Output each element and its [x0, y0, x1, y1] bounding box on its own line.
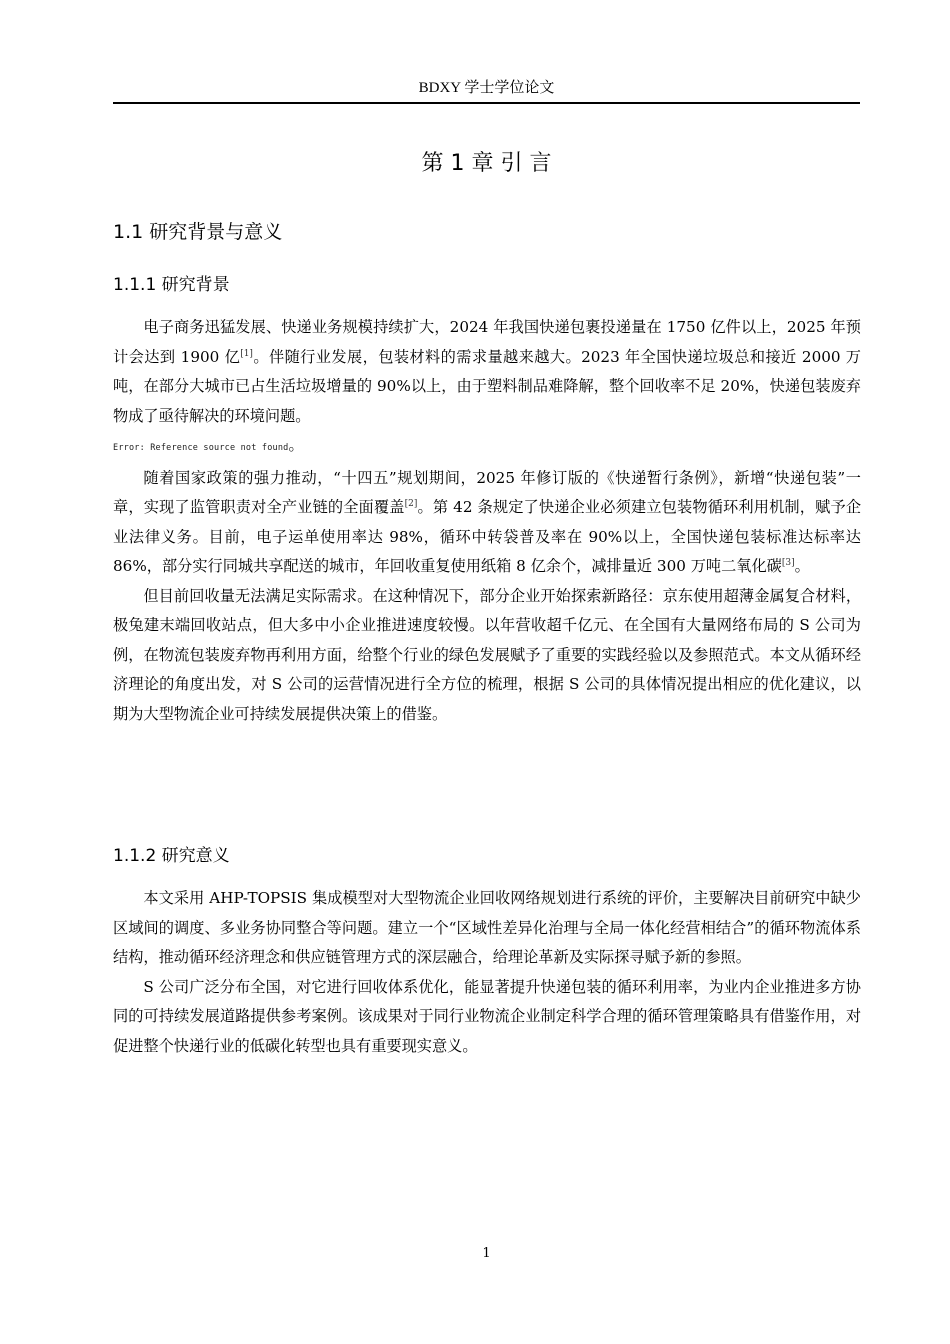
citation-2[interactable]: [2]: [404, 499, 418, 509]
header-text: BDXY 学士学位论文: [418, 80, 555, 96]
background-paragraph-2: 随着国家政策的强力推动，“十四五”规划期间，2025 年修订版的《快递暂行条例》，新增“快递包装”一章，实现了监管职责对全产业链的全面覆盖[2]。第 42 条规定了快递企业必须建立包装物循环利用机制，赋予企业法律义务。目前，电子运单使用率达 98%，循环中转袋普及率在 90%以上，全国快递包装标准达标率达 86%，部分实行同城共享配送的城市，年回收重复使用纸箱 8 亿余个，减排量近 300 万吨二氧化碳[3]。: [113, 468, 862, 575]
significance-paragraph-2: S 公司广泛分布全国，对它进行回收体系优化，能显著提升快递包装的循环利用率，为业内企业推进多方协同的可持续发展道路提供参考案例。该成果对于同行业物流企业制定科学合理的循环管理策略具有借鉴作用，对促进整个快递行业的低碳化转型也具有重要现实意义。: [113, 977, 861, 1055]
research-significance-body: [113, 884, 861, 1061]
citation-1[interactable]: [1]: [240, 348, 253, 359]
significance-paragraph-1: 本文采用 AHP-TOPSIS 集成模型对大型物流企业回收网络规划进行系统的评价，主要解决目前研究中缺少区域间的调度、多业务协同整合等问题。建立一个“区域性差异化治理与全局一体化经营相结合”的循环物流体系结构，推动循环经济理念和供应链管理方式的深层融合，给理论革新及实际探寻赋予新的参照。: [113, 889, 861, 966]
page-header: [113, 78, 860, 104]
reference-error: Error: Reference source not found: [113, 443, 289, 453]
subsection-heading-1-1-2: 1.1.2 研究意义: [113, 846, 230, 866]
research-background-body: [113, 313, 861, 729]
section-heading-1-1: 1.1 研究背景与意义: [113, 221, 283, 243]
background-paragraph-1: 电子商务迅猛发展、快递业务规模持续扩大，2024 年我国快递包裹投递量在 1750 亿件以上，2025 年预计会达到 1900 亿[1]。伴随行业发展，包装材料的需求量越来越大。2023 年全国快递垃圾总和接近 2000 万吨，在部分大城市已占生活垃圾增量的 90%以上，由于塑料制品难降解，整个回收率不足 20%，快递包装废弃物成了亟待解决的环境问题。 Error: Reference source not found。: [113, 318, 861, 454]
chapter-title: 第 1 章 引 言: [421, 151, 552, 176]
page-number: 1: [482, 1246, 491, 1261]
citation-3[interactable]: [3]: [781, 558, 795, 568]
background-paragraph-3: 但目前回收量无法满足实际需求。在这种情况下，部分企业开始探索新路径：京东使用超薄金属复合材料，极兔建末端回收站点，但大多中小企业推进速度较慢。以年营收超千亿元、在全国有大量网络布局的 S 公司为例，在物流包装废弃物再利用方面，给整个行业的绿色发展赋予了重要的实践经验以及参照范式。本文从循环经济理论的角度出发，对 S 公司的运营情况进行全方位的梳理，根据 S 公司的具体情况提出相应的优化建议，以期为大型物流企业可持续发展提供决策上的借鉴。: [113, 586, 861, 723]
subsection-heading-1-1-1: 1.1.1 研究背景: [113, 275, 230, 295]
